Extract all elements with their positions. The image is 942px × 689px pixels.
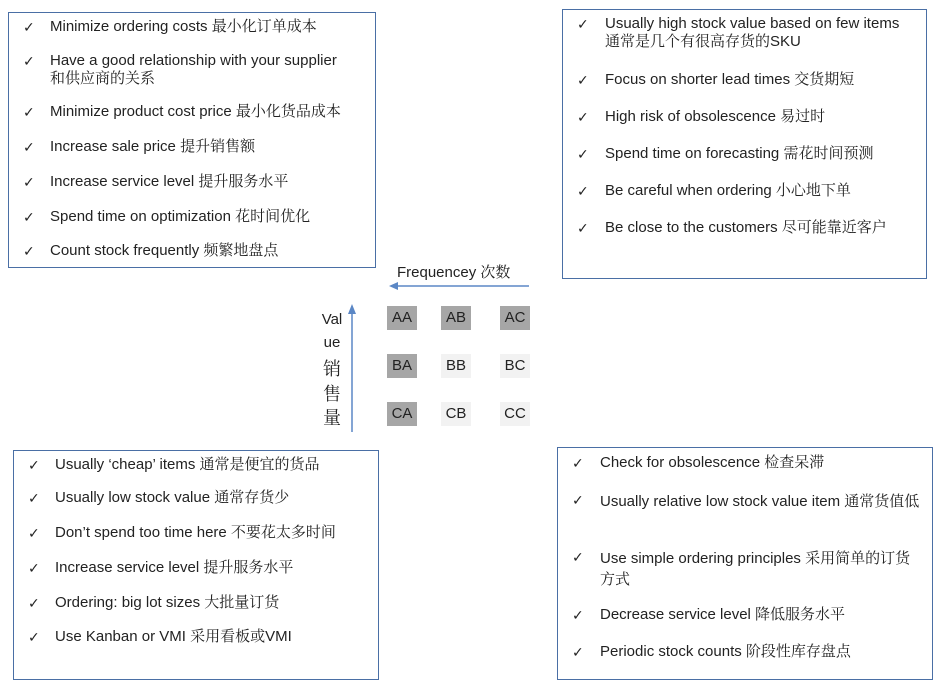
list-item: ✓ Focus on shorter lead times 交货期短 <box>577 71 855 88</box>
value-axis-label-3: 销 <box>323 359 341 379</box>
matrix-cell-bc: BC <box>500 354 530 378</box>
check-icon: ✓ <box>577 183 589 199</box>
value-arrow <box>348 304 356 432</box>
list-item: ✓ High risk of obsolescence 易过时 <box>577 108 826 125</box>
frequency-arrow <box>389 282 529 290</box>
list-item: ✓ Increase service level 提升服务水平 <box>28 559 294 576</box>
list-item: ✓ Be close to the customers 尽可能靠近客户 <box>577 219 887 236</box>
check-icon: ✓ <box>23 19 35 35</box>
list-item: ✓ Increase sale price 提升销售额 <box>23 138 256 155</box>
matrix-cell-aa: AA <box>387 306 417 330</box>
list-item: ✓ Usually high stock value based on few items 通常是几个有很高存货的SKU <box>577 15 900 50</box>
list-item: ✓ Use Kanban or VMI 采用看板或VMI <box>28 628 292 645</box>
check-icon: ✓ <box>577 146 589 162</box>
list-item: ✓ Check for obsolescence 检查呆滞 <box>572 454 825 471</box>
check-icon: ✓ <box>28 457 40 473</box>
value-axis-label-1: Val <box>321 311 343 328</box>
list-item: ✓ Spend time on optimization 花时间优化 <box>23 208 311 225</box>
check-icon: ✓ <box>577 109 589 125</box>
list-item: ✓ Usually ‘cheap’ items 通常是便宜的货品 <box>28 456 320 473</box>
list-item: ✓ Usually low stock value 通常存货少 <box>28 489 290 506</box>
list-item: ✓ Decrease service level 降低服务水平 <box>572 606 846 623</box>
list-item: ✓ Use simple ordering principles 采用简单的订货方式 <box>572 549 911 588</box>
matrix-cell-cb: CB <box>441 402 471 426</box>
check-icon: ✓ <box>577 220 589 236</box>
check-icon: ✓ <box>23 139 35 155</box>
matrix-cell-bb: BB <box>441 354 471 378</box>
matrix-cell-cc: CC <box>500 402 530 426</box>
list-item: ✓ Be careful when ordering 小心地下单 <box>577 182 851 199</box>
check-icon: ✓ <box>23 174 35 190</box>
check-icon: ✓ <box>28 629 40 645</box>
check-icon: ✓ <box>28 525 40 541</box>
list-item: ✓ Usually relative low stock value item 通常货值低 <box>572 492 920 510</box>
frequency-axis-label: Frequencey 次数 <box>397 264 511 281</box>
list-item: ✓ Ordering: big lot sizes 大批量订货 <box>28 594 280 611</box>
check-icon: ✓ <box>23 209 35 225</box>
matrix-cell-ab: AB <box>441 306 471 330</box>
list-item: ✓ Don’t spend too time here 不要花太多时间 <box>28 524 336 541</box>
matrix-cell-ca: CA <box>387 402 417 426</box>
value-axis-label-5: 量 <box>323 408 341 428</box>
check-icon: ✓ <box>577 16 589 32</box>
check-icon: ✓ <box>572 607 584 623</box>
check-icon: ✓ <box>572 455 584 471</box>
value-axis-label-2: ue <box>323 334 341 351</box>
check-icon: ✓ <box>23 243 35 259</box>
check-icon: ✓ <box>23 53 35 69</box>
check-icon: ✓ <box>28 595 40 611</box>
check-icon: ✓ <box>577 72 589 88</box>
list-item: ✓ Spend time on forecasting 需花时间预测 <box>577 145 874 162</box>
list-item: ✓ Increase service level 提升服务水平 <box>23 173 289 190</box>
list-item: ✓ Minimize product cost price 最小化货品成本 <box>23 103 341 120</box>
check-icon: ✓ <box>572 549 584 565</box>
matrix-cell-ba: BA <box>387 354 417 378</box>
list-item: ✓ Minimize ordering costs 最小化订单成本 <box>23 18 317 35</box>
list-item: ✓ Periodic stock counts 阶段性库存盘点 <box>572 643 851 660</box>
list-item: ✓ Have a good relationship with your supplier 和供应商的关系 <box>23 52 337 87</box>
list-item: ✓ Count stock frequently 频繁地盘点 <box>23 242 279 259</box>
check-icon: ✓ <box>572 492 584 508</box>
value-axis-label-4: 售 <box>323 384 341 404</box>
check-icon: ✓ <box>28 560 40 576</box>
matrix-cell-ac: AC <box>500 306 530 330</box>
check-icon: ✓ <box>572 644 584 660</box>
check-icon: ✓ <box>23 104 35 120</box>
check-icon: ✓ <box>28 490 40 506</box>
